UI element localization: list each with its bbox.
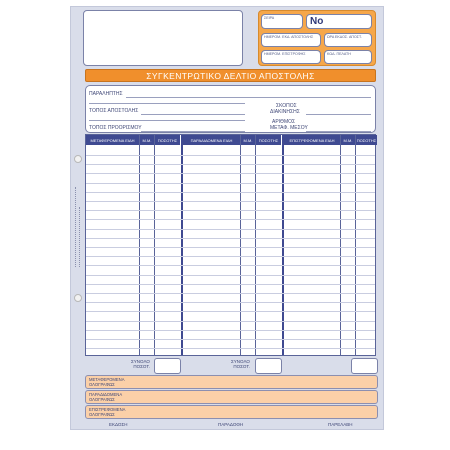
recipient-line [126,97,371,98]
table-row[interactable] [86,155,375,156]
dispatch-place-line [141,114,245,115]
table-row[interactable] [86,173,375,174]
delivered-in-words-bar[interactable] [85,390,378,404]
issue-time-label: ΩΡΑ ΕΚΔΟΣ. ΑΠΟΣΤ. [327,35,362,39]
series-box [261,14,303,29]
table-row[interactable] [86,330,375,331]
table-row[interactable] [86,284,375,285]
transferred-items-header: ΜΕΤΑΦΕΡΟΜΕΝΑ ΕΙΔΗ [86,135,139,145]
customer-code-box [324,50,372,64]
delivered-unit-header: Μ.Μ. [241,135,255,145]
col-divider [340,135,341,355]
delivered-items-header: ΠΑΡΑΔΙΔΟΜΕΝΑ ΕΙΔΗ [183,135,240,145]
destination-line [141,131,245,132]
margin-fine-print [79,207,81,267]
total-label-2-line1: ΣΥΝΟΛΟ [231,359,250,364]
total-transferred-box[interactable] [154,358,181,374]
customer-code-label: ΚΩΔ. ΠΕΛΑΤΗ [327,52,351,56]
footer-delivered: ΠΑΡΑΔΟΘΗ [218,422,244,427]
vehicle-label: ΜΕΤΑΦ. ΜΕΣΟΥ [270,125,308,131]
col-divider [355,135,356,355]
transferred-qty-header: ΠΟΣΟΤΗΣ [155,135,180,145]
issuer-details-box [83,10,243,66]
total-label-1-line1: ΣΥΝΟΛΟ [131,359,150,364]
transferred-unit-header: Μ.Μ. [140,135,154,145]
total-returned-box[interactable] [351,358,378,374]
form-title: ΣΥΓΚΕΝΤΡΩΤΙΚΟ ΔΕΛΤΙΟ ΑΠΟΣΤΟΛΗΣ [85,69,376,82]
section-divider [181,135,183,355]
table-row[interactable] [86,210,375,211]
number-field-label: ΑΡΙΘΜΟΣ [272,119,296,125]
col-divider [240,135,241,355]
delivered-in-words-label: ΠΑΡΑΔΙΔΟΜΕΝΑ ΟΛΟΓΡΑΦΩΣ [89,391,123,402]
col-divider [154,135,155,355]
table-row[interactable] [86,192,375,193]
table-row[interactable] [86,265,375,266]
returned-in-words-label: ΕΠΙΣΤΡΕΦΟΜΕΝΑ ΟΛΟΓΡΑΦΩΣ [89,406,126,417]
document-info-panel [258,10,376,66]
recipient-line-2 [89,103,245,104]
binder-hole-bottom [74,294,82,302]
shipping-label: ΔΙΑΚΙΝΗΣΗΣ [270,109,300,115]
recipient-label: ΠΑΡΑΛΗΠΤΗΣ [89,91,123,97]
footer-received: ΠΑΡΕΛΑΒΗ [328,422,353,427]
vehicle-line [306,131,371,132]
purpose-label: ΣΚΟΠΟΣ [276,103,297,109]
table-row[interactable] [86,275,375,276]
col-divider [255,135,256,355]
table-row[interactable] [86,339,375,340]
delivery-note-form [70,6,384,430]
returned-in-words-bar[interactable] [85,405,378,419]
binder-hole-top [74,155,82,163]
returned-unit-header: Μ.Μ. [341,135,355,145]
table-row[interactable] [86,293,375,294]
table-row[interactable] [86,256,375,257]
return-date-label: ΗΜΕΡΟΜ. ΕΠΙΣΤΡΟΦΗΣ [264,52,306,56]
margin-fine-print [75,187,77,267]
delivered-qty-header: ΠΟΣΟΤΗΣ [256,135,281,145]
dispatch-place-label: ΤΟΠΟΣ ΑΠΟΣΤΟΛΗΣ [89,108,139,114]
col-divider [139,135,140,355]
table-row[interactable] [86,302,375,303]
series-label: ΣΕΙΡΑ [264,16,275,20]
items-table [85,134,376,356]
returned-items-header: ΕΠΙΣΤΡΕΦΟΜΕΝΑ ΕΙΔΗ [284,135,340,145]
return-date-box [261,50,321,64]
table-row[interactable] [86,247,375,248]
number-box [306,14,372,29]
footer-issue: ΕΚΔΟΣΗ [109,422,128,427]
issue-date-label: ΗΜΕΡΟΜ. ΕΚΔ. ΑΠΟΣΤΟΛΗΣ [264,35,314,39]
section-divider [282,135,284,355]
total-delivered-box[interactable] [255,358,282,374]
recipient-section [85,85,376,133]
table-row[interactable] [86,311,375,312]
transferred-in-words-label: ΜΕΤΑΦΕΡΟΜΕΝΑ ΟΛΟΓΡΑΦΩΣ [89,376,125,387]
purpose-line [306,114,371,115]
table-row[interactable] [86,348,375,349]
total-label-1-line2: ΠΟΣΟΤ. [133,364,150,369]
number-label: No [310,16,324,27]
dispatch-place-line-2 [89,120,245,121]
table-row[interactable] [86,229,375,230]
transferred-in-words-bar[interactable] [85,375,378,389]
table-row[interactable] [86,219,375,220]
returned-qty-header: ΠΟΣΟΤΗΣ [356,135,377,145]
issue-date-box [261,33,321,47]
total-label-1 [131,359,150,369]
table-row[interactable] [86,321,375,322]
table-row[interactable] [86,201,375,202]
table-row[interactable] [86,238,375,239]
destination-label: ΤΟΠΟΣ ΠΡΟΟΡΙΣΜΟΥ [89,125,142,131]
total-label-2 [231,359,250,369]
table-row[interactable] [86,164,375,165]
total-label-2-line2: ΠΟΣΟΤ. [233,364,250,369]
issue-time-box [324,33,372,47]
table-row[interactable] [86,183,375,184]
